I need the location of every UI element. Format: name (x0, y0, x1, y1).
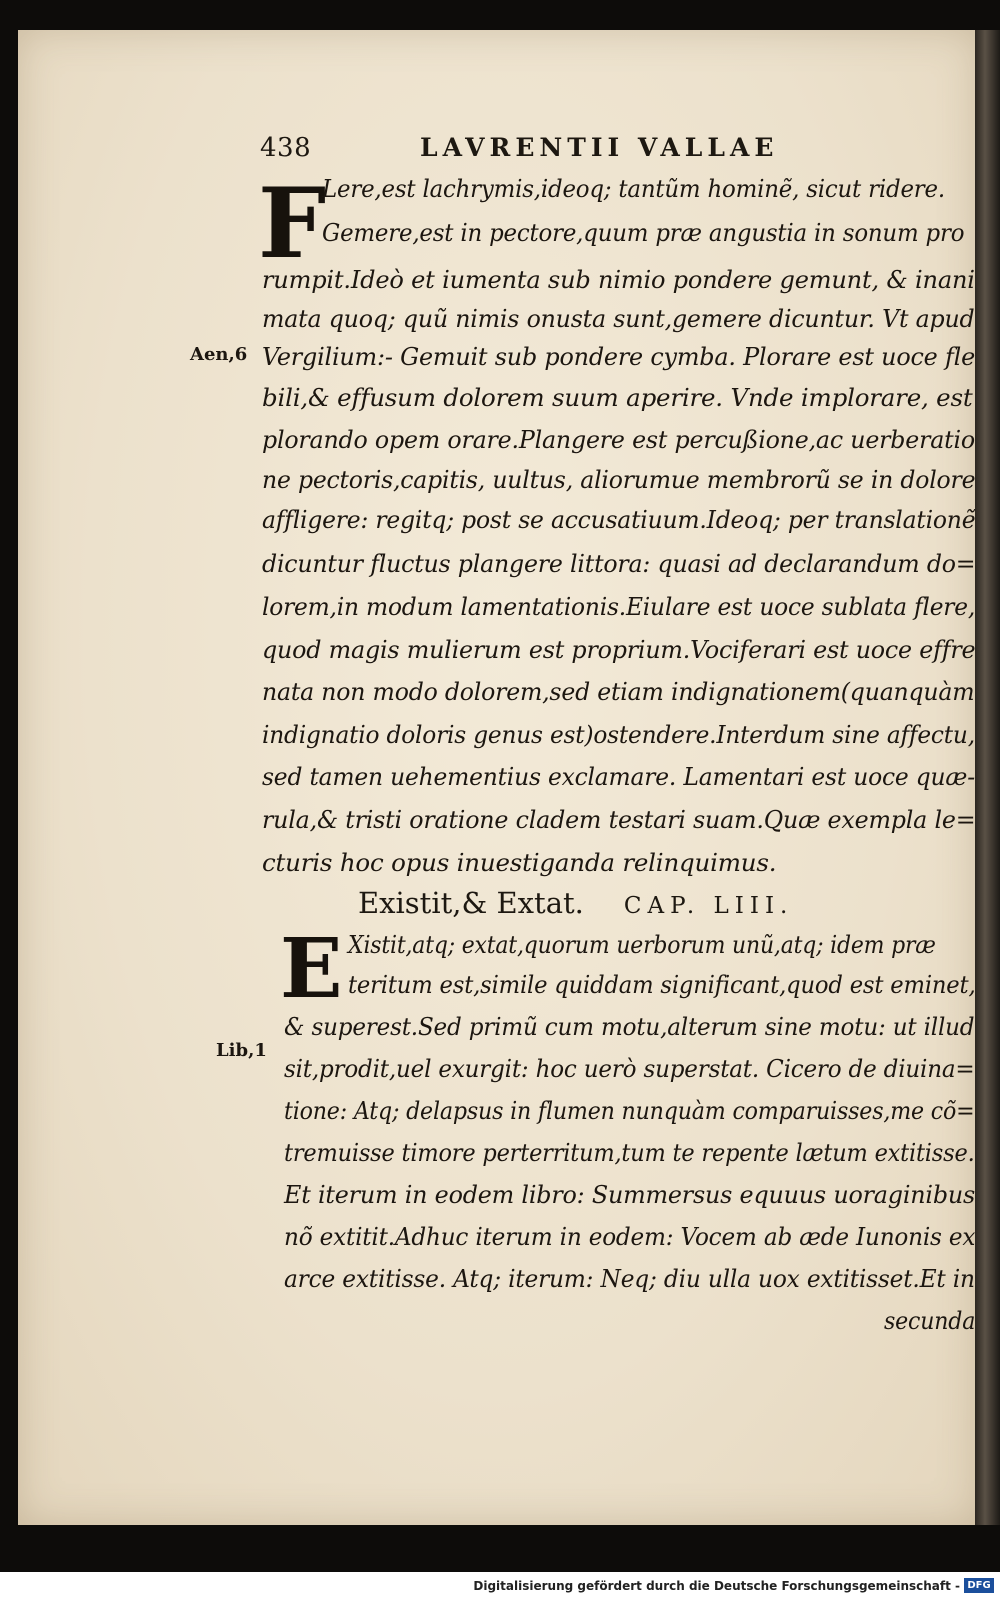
text-line: Et iterum in eodem libro: Summersus equuus uoraginibus (284, 1180, 976, 1209)
text-line: quod magis mulierum est proprium.Vociferari est uoce effre (262, 635, 976, 664)
drop-cap-f: F (258, 167, 327, 280)
text-line: affligere: regitq; post se accusatiuum.Ideoq; per translationẽ (262, 505, 976, 534)
text-line: indignatio doloris genus est)ostendere.Interdum sine affectu, (262, 720, 975, 749)
text-line: & superest.Sed primũ cum motu,alterum sine motu: ut illud (284, 1012, 975, 1041)
text-line: rumpit.Ideò et iumenta sub nimio pondere gemunt, & inani (262, 265, 975, 294)
margin-note-lib: Lib,1 (216, 1040, 267, 1061)
text-line: rula,& tristi oratione cladem testari suam.Quæ exempla le= (262, 805, 976, 834)
chapter-heading (358, 886, 793, 920)
text-line: Lere,est lachrymis,ideoq; tantũm hominẽ, sicut ridere. (322, 174, 945, 203)
text-line: sed tamen uehementius exclamare. Lamentari est uoce quæ- (262, 762, 975, 791)
running-title: LAVRENTII VALLAE (420, 133, 779, 162)
text-line: cturis hoc opus inuestiganda relinquimus. (262, 848, 777, 877)
text-line: lorem,in modum lamentationis.Eiulare est uoce sublata flere, (262, 592, 976, 621)
page-edge (975, 30, 1000, 1525)
text-line: tione: Atq; delapsus in flumen nunquàm comparuisses,me cõ= (284, 1096, 975, 1125)
page-number: 438 (260, 133, 312, 163)
text-line: bili,& effusum dolorem suum aperire. Vnde implorare, est (262, 383, 973, 412)
text-line: Xistit,atq; extat,quorum uerborum unũ,atq; idem præ (348, 930, 936, 959)
text-line: Gemere,est in pectore,quum præ angustia in sonum pro (322, 218, 965, 247)
catchword: secunda (884, 1306, 976, 1335)
text-line: sit,prodit,uel exurgit: hoc uerò superstat. Cicero de diuina= (284, 1054, 975, 1083)
text-line: ne pectoris,capitis, uultus, aliorumue membrorũ se in dolore (262, 465, 976, 494)
dfg-logo-icon: DFG (964, 1578, 994, 1593)
chapter-title: Existit,& Extat. (358, 886, 584, 920)
text-line: arce extitisse. Atq; iterum: Neq; diu ulla uox extitisset.Et in (284, 1264, 975, 1293)
text-line: tremuisse timore perterritum,tum te repente lætum extitisse. (284, 1138, 975, 1167)
text-line: nata non modo dolorem,sed etiam indignationem(quanquàm (262, 677, 975, 706)
text-line: nõ extitit.Adhuc iterum in eodem: Vocem ab æde Iunonis ex (284, 1222, 976, 1251)
margin-note-aen: Aen,6 (190, 344, 248, 365)
text-line: teritum est,simile quiddam significant,quod est eminet, (348, 970, 976, 999)
drop-cap-e: E (280, 921, 343, 1017)
digitization-credit: Digitalisierung gefördert durch die Deutsche Forschungsgemeinschaft - (473, 1579, 960, 1593)
chapter-number: CAP. LIII. (623, 893, 794, 919)
text-line: dicuntur fluctus plangere littora: quasi ad declarandum do= (262, 549, 976, 578)
text-line: plorando opem orare.Plangere est percußione,ac uerberatio (262, 425, 975, 454)
text-line: Vergilium:- Gemuit sub pondere cymba. Plorare est uoce fle (262, 342, 976, 371)
text-line: mata quoq; quũ nimis onusta sunt,gemere dicuntur. Vt apud (262, 304, 975, 333)
